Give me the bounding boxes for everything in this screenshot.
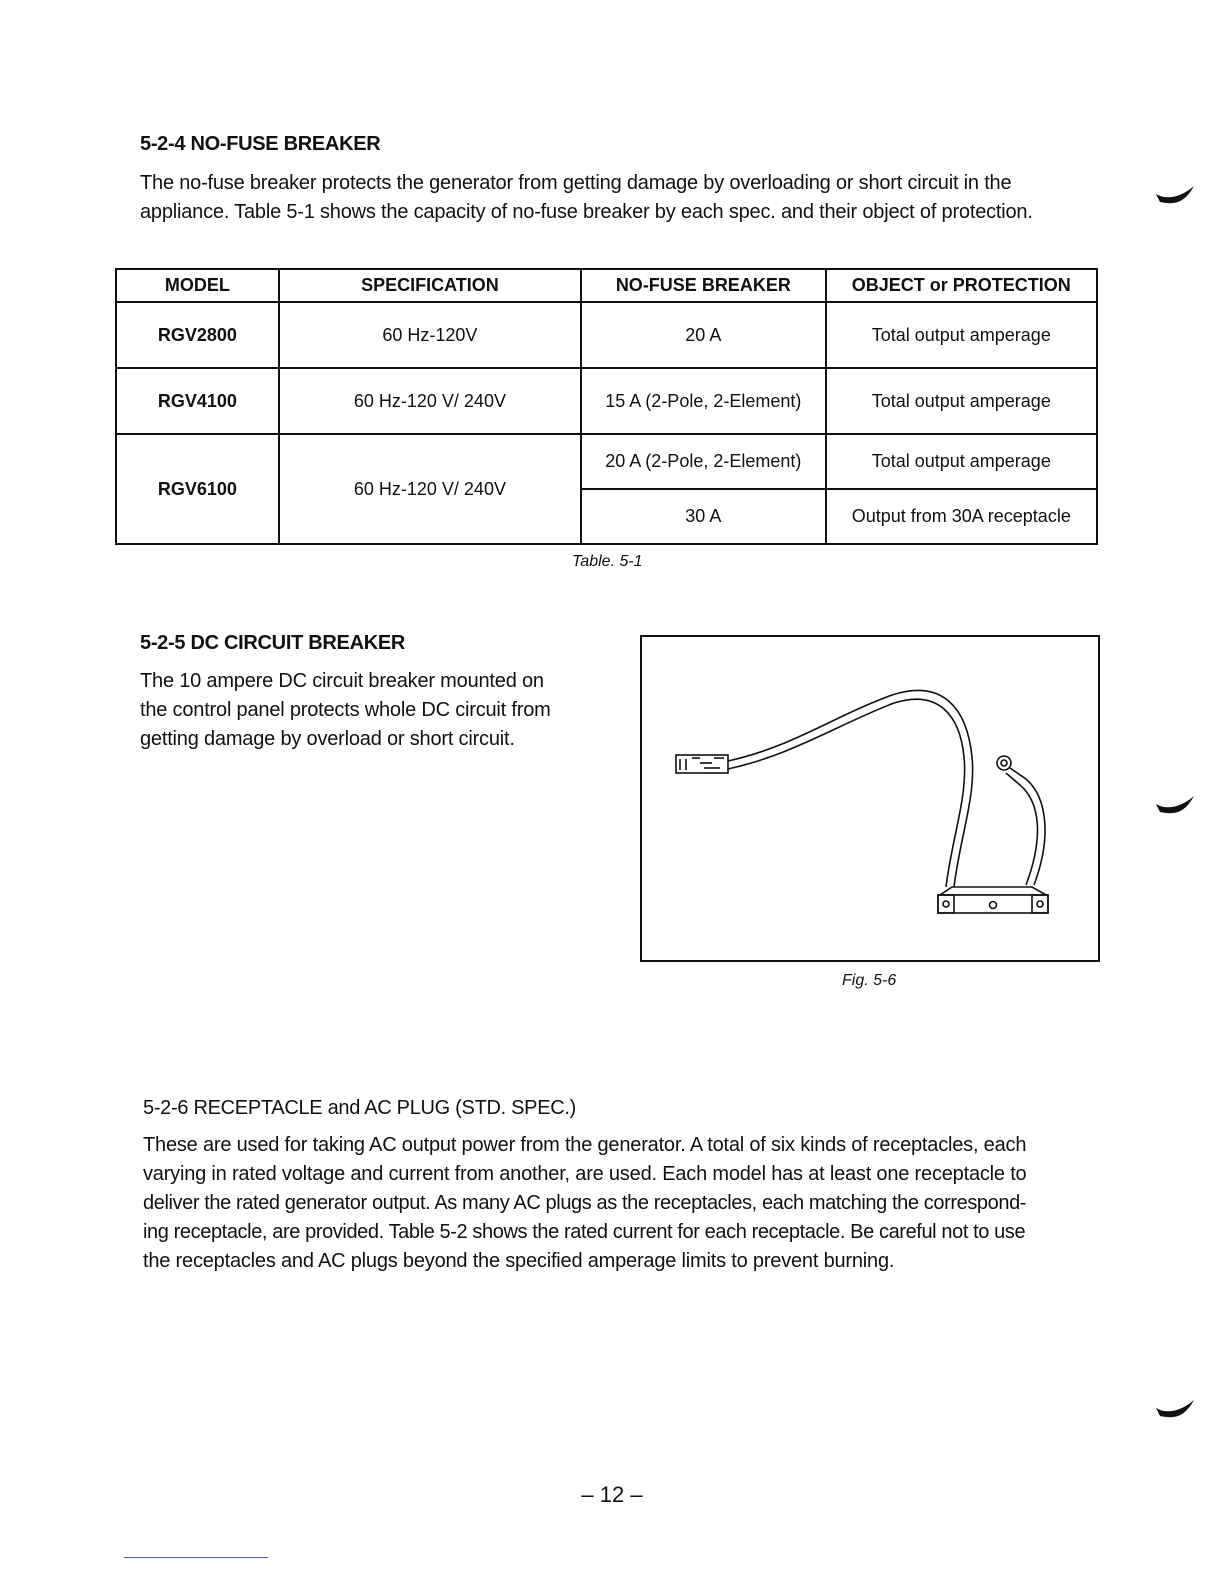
table-row <box>116 368 1097 434</box>
column-header-model: MODEL <box>116 269 279 302</box>
breaker-cell: 15 A (2-Pole, 2-Element) <box>581 368 825 434</box>
paragraph-line: appliance. Table 5-1 shows the capacity of no-fuse breaker by each spec. and their object of protection. <box>140 201 1033 223</box>
dc-breaker-illustration <box>642 637 1098 960</box>
table-row <box>116 302 1097 368</box>
object-cell: Total output amperage <box>826 434 1097 489</box>
paragraph-line: deliver the rated generator output. As many AC plugs as the receptacles, each matching the correspond- <box>143 1192 1027 1214</box>
section-heading-no-fuse-breaker: 5-2-4 NO-FUSE BREAKER <box>140 133 381 155</box>
breaker-cell: 30 A <box>581 489 825 544</box>
column-header-object: OBJECT or PROTECTION <box>826 269 1097 302</box>
no-fuse-breaker-table <box>115 268 1098 545</box>
margin-mark-icon <box>1156 796 1194 820</box>
figure-caption: Fig. 5-6 <box>842 972 897 989</box>
model-cell: RGV2800 <box>116 302 279 368</box>
section-heading-receptacle: 5-2-6 RECEPTACLE and AC PLUG (STD. SPEC.) <box>143 1097 577 1119</box>
page-number: – 12 – <box>581 1482 643 1507</box>
paragraph-line: ing receptacle, are provided. Table 5-2 shows the rated current for each receptacle. Be careful not to use <box>143 1221 1026 1243</box>
paragraph-line: These are used for taking AC output power from the generator. A total of six kinds of receptacles, each <box>143 1134 1027 1156</box>
paragraph-line: The 10 ampere DC circuit breaker mounted on <box>140 670 544 692</box>
model-cell: RGV4100 <box>116 368 279 434</box>
spec-cell: 60 Hz-120 V/ 240V <box>279 434 581 544</box>
paragraph-line: the receptacles and AC plugs beyond the specified amperage limits to prevent burning. <box>143 1250 895 1272</box>
paragraph-line: getting damage by overload or short circuit. <box>140 728 515 750</box>
model-cell: RGV6100 <box>116 434 279 544</box>
paragraph-line: the control panel protects whole DC circuit from <box>140 699 551 721</box>
figure-dc-breaker <box>640 635 1100 962</box>
margin-mark-icon <box>1156 186 1194 210</box>
breaker-cell: 20 A <box>581 302 825 368</box>
section-heading-dc-circuit-breaker: 5-2-5 DC CIRCUIT BREAKER <box>140 632 406 654</box>
table-header-row <box>116 269 1097 302</box>
object-cell: Output from 30A receptacle <box>826 489 1097 544</box>
breaker-cell: 20 A (2-Pole, 2-Element) <box>581 434 825 489</box>
margin-mark-icon <box>1156 1400 1194 1424</box>
paragraph-line: The no-fuse breaker protects the generator from getting damage by overloading or short circuit in the <box>140 172 1012 194</box>
column-header-breaker: NO-FUSE BREAKER <box>581 269 825 302</box>
footer-rule <box>124 1557 268 1558</box>
object-cell: Total output amperage <box>826 368 1097 434</box>
object-cell: Total output amperage <box>826 302 1097 368</box>
spec-cell: 60 Hz-120V <box>279 302 581 368</box>
paragraph-line: varying in rated voltage and current from another, are used. Each model has at least one receptacle to <box>143 1163 1027 1185</box>
spec-cell: 60 Hz-120 V/ 240V <box>279 368 581 434</box>
table-row <box>116 434 1097 489</box>
table-caption: Table. 5-1 <box>572 553 643 570</box>
column-header-specification: SPECIFICATION <box>279 269 581 302</box>
